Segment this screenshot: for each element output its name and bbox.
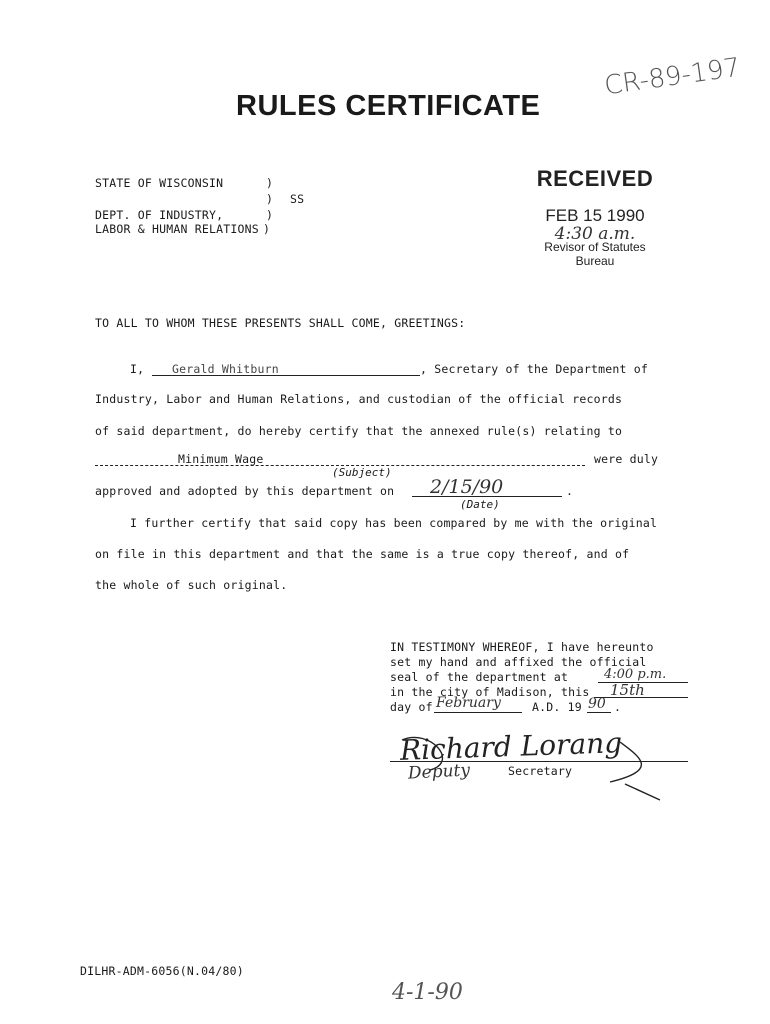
testimony-month: February xyxy=(436,695,501,711)
testimony-line5-mid: A.D. 19 xyxy=(532,700,582,714)
p1-line5-prefix: approved and adopted by this department on xyxy=(95,484,395,498)
testimony-line4: in the city of Madison, this xyxy=(390,685,590,699)
stamp-revisor: Revisor of Statutes xyxy=(544,240,646,254)
testimony-line5-prefix: day of xyxy=(390,700,433,714)
approval-date: 2/15/90 xyxy=(430,476,504,498)
subject-value: Minimum Wage xyxy=(178,452,264,466)
caption-dept-line1: DEPT. OF INDUSTRY, xyxy=(95,208,224,222)
month-line xyxy=(434,712,522,713)
testimony-year: 90 xyxy=(588,696,606,712)
p1-suffix: , Secretary of the Department of xyxy=(420,362,648,376)
caption-paren-1: ) xyxy=(266,176,274,190)
testimony-line5-suffix: . xyxy=(614,700,622,714)
caption-state: STATE OF WISCONSIN xyxy=(95,176,224,190)
document-title: RULES CERTIFICATE xyxy=(236,90,541,122)
subject-label: (Subject) xyxy=(332,466,392,479)
testimony-line2: set my hand and affixed the official xyxy=(390,655,647,669)
secretary-label: Secretary xyxy=(508,764,573,778)
stamp-bureau: Bureau xyxy=(575,254,615,268)
date-label: (Date) xyxy=(460,498,500,511)
caption-paren-3: ) xyxy=(266,208,274,222)
caption-dept-line2: LABOR & HUMAN RELATIONS xyxy=(95,222,259,236)
stamp-time: 4:30 a.m. xyxy=(554,224,636,244)
testimony-line3: seal of the department at xyxy=(390,670,569,684)
stamp-received: RECEIVED xyxy=(536,166,654,191)
caption-ss: SS xyxy=(290,192,305,206)
file-number-handwritten: CR-89-197 xyxy=(602,52,743,102)
form-code: DILHR-ADM-6056(N.04/80) xyxy=(80,964,244,978)
received-stamp xyxy=(520,166,670,268)
signature: Richard Lorang xyxy=(399,726,623,767)
testimony-time: 4:00 p.m. xyxy=(604,667,667,682)
p1-line3: of said department, do hereby certify that the annexed rule(s) relating to xyxy=(95,424,623,438)
subject-suffix: were duly xyxy=(594,452,659,466)
testimony-day: 15th xyxy=(610,681,645,699)
p1-prefix: I, xyxy=(130,362,145,376)
p2-line3: the whole of such original. xyxy=(95,578,288,592)
deputy-note: Deputy xyxy=(407,760,471,784)
p2-line2: on file in this department and that the same is a true copy thereof, and of xyxy=(95,547,630,561)
caption-paren-4: ) xyxy=(263,222,271,236)
p2-line1: I further certify that said copy has been compared by me with the original xyxy=(130,516,658,530)
p1-line5-suffix: . xyxy=(566,484,574,498)
p1-line2: Industry, Labor and Human Relations, and custodian of the official records xyxy=(95,392,623,406)
greeting: TO ALL TO WHOM THESE PRESENTS SHALL COME, GREETINGS: xyxy=(95,316,466,330)
stamp-date: FEB 15 1990 xyxy=(545,206,645,225)
testimony-line1: IN TESTIMONY WHEREOF, I have hereunto xyxy=(390,640,654,654)
caption-paren-2: ) xyxy=(266,192,274,206)
year-line xyxy=(587,712,611,713)
secretary-name: Gerald Whitburn xyxy=(172,362,279,376)
effective-date: 4-1-90 xyxy=(392,980,463,1005)
